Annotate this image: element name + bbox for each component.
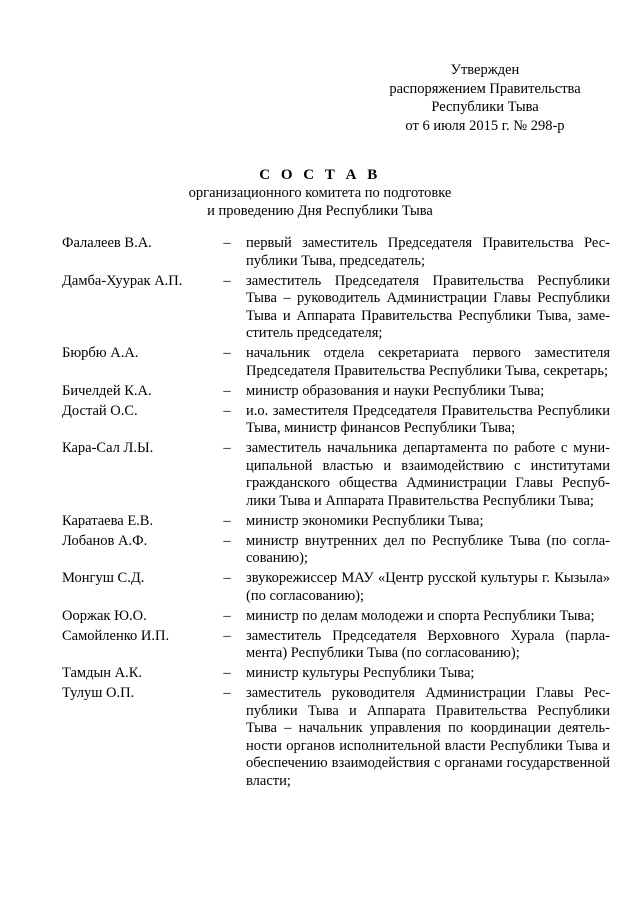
member-row (62, 513, 610, 531)
member-dash: – (223, 607, 231, 624)
member-role: звукорежиссер МАУ «Центр русской культуры г. Кызыла» (по согласованию); (246, 570, 610, 604)
member-row (62, 440, 610, 510)
member-row (62, 235, 610, 270)
member-row (62, 608, 610, 626)
member-name: Кара-Сал Л.Ы. (62, 440, 154, 456)
document-subtitle-line: и проведению Дня Республики Тыва (207, 202, 433, 219)
member-row (62, 403, 610, 438)
member-name: Лобанов А.Ф. (62, 532, 148, 549)
member-row (62, 273, 610, 343)
member-name: Бюрбю А.А. (62, 345, 139, 361)
member-name: Монгуш С.Д. (62, 570, 145, 586)
member-dash: – (223, 665, 231, 681)
member-role: министр по делам молодежи и спорта Республики Тыва; (246, 607, 595, 624)
member-dash: – (223, 440, 231, 456)
member-row (62, 665, 610, 683)
member-dash: – (223, 345, 231, 361)
member-dash: – (223, 532, 231, 549)
member-name: Фалалеев В.А. (62, 235, 152, 251)
member-name: Бичелдей К.А. (62, 382, 152, 399)
member-role: заместитель начальника департамента по работе с муниципальной властью и взаимодействию с институтами гражданского общества Администрации Главы Республики Тыва и Аппарата Правительства Республики Тыва; (246, 440, 610, 509)
member-role: начальник отдела секретариата первого заместителя Председателя Правительства Республики Тыва, секретарь; (246, 345, 610, 379)
approval-line: от 6 июля 2015 г. № 298-р (405, 117, 565, 134)
member-name: Ооржак Ю.О. (62, 607, 147, 624)
member-role: заместитель Председателя Верховного Хурала (парламента) Республики Тыва (по согласованию); (246, 627, 610, 661)
member-name: Достай О.С. (62, 402, 138, 419)
document-title: С О С Т А В (259, 167, 381, 183)
member-row (62, 570, 610, 605)
member-name: Дамба-Хуурак А.П. (62, 272, 183, 289)
member-name: Тулуш О.П. (62, 685, 135, 701)
member-row (62, 628, 610, 663)
document-heading (0, 165, 640, 220)
member-row (62, 383, 610, 401)
member-role: министр экономики Республики Тыва; (246, 512, 484, 529)
member-dash: – (223, 382, 231, 399)
member-role: министр образования и науки Республики Тыва; (246, 382, 545, 399)
member-dash: – (223, 235, 231, 251)
member-name: Самойленко И.П. (62, 627, 170, 644)
document-subtitle-line: организационного комитета по подготовке (188, 185, 452, 201)
member-dash: – (223, 570, 231, 586)
member-role: заместитель Председателя Правительства Республики Тыва – руководитель Администрации Главы Республики Тыва и Аппарата Правительства Республики Тыва, заместитель председателя; (246, 272, 610, 341)
member-dash: – (223, 402, 231, 419)
member-row (62, 345, 610, 380)
approval-stamp (360, 61, 610, 135)
member-row (62, 533, 610, 568)
committee-member-list (62, 235, 610, 793)
member-role: первый заместитель Председателя Правительства Республики Тыва, председатель; (246, 235, 610, 269)
member-dash: – (223, 627, 231, 644)
approval-line: распоряжением Правительства (389, 80, 581, 97)
member-row (62, 685, 610, 790)
member-dash: – (223, 512, 231, 529)
member-role: министр внутренних дел по Республике Тыва (по согласованию); (246, 532, 610, 566)
member-dash: – (223, 272, 231, 289)
member-role: и.о. заместителя Председателя Правительства Республики Тыва, министр финансов Республики Тыва; (246, 402, 610, 436)
approval-line: Республики Тыва (431, 99, 539, 115)
approval-line: Утвержден (450, 62, 520, 78)
member-role: министр культуры Республики Тыва; (246, 665, 475, 681)
member-dash: – (223, 685, 231, 701)
member-name: Каратаева Е.В. (62, 512, 154, 529)
member-name: Тамдын А.К. (62, 665, 143, 681)
member-role: заместитель руководителя Администрации Главы Республики Тыва и Аппарата Правительства Республики Тыва – начальник управления по координации деятельности органов исполнительной власти Республики Тыва и обеспечению взаимодействия с органами государственной власти; (246, 685, 610, 789)
